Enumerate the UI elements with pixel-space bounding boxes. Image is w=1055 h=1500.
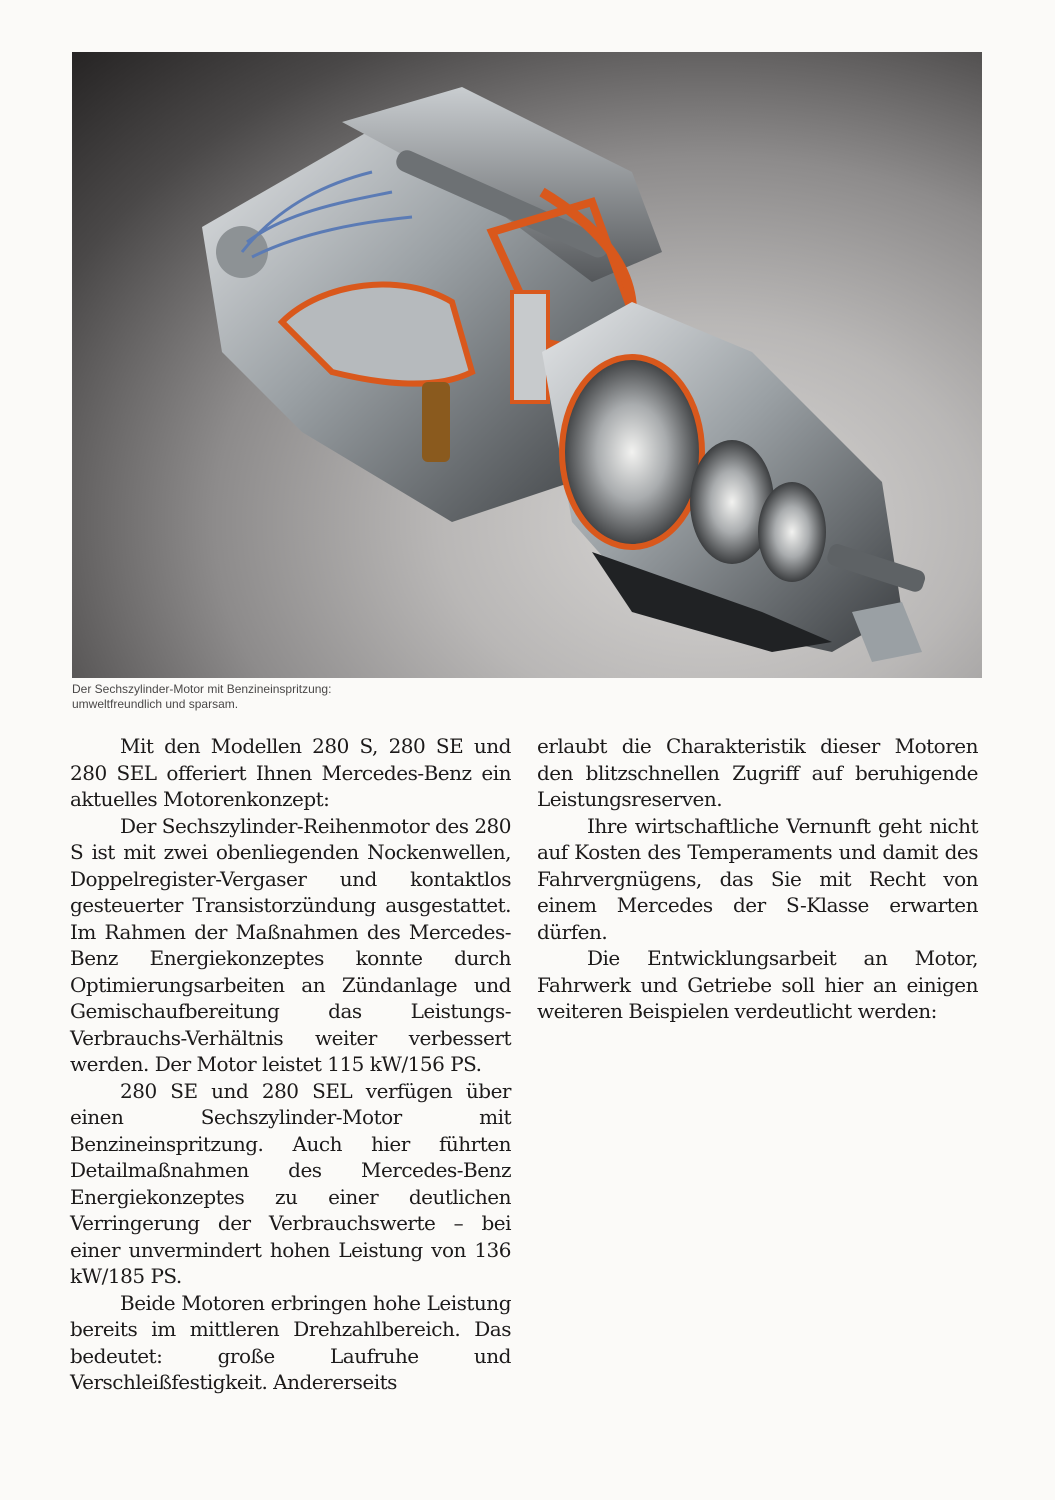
- torque-converter: [562, 357, 702, 547]
- paragraph: Mit den Modellen 280 S, 280 SE und 280 SEL offeriert Ihnen Mercedes-Benz ein aktuelles Motorenkonzept:: [70, 734, 511, 811]
- paragraph: 280 SE und 280 SEL verfügen über einen Sechszylinder-Motor mit Benzineinspritzung. Auch hier führten Detailmaßnahmen des Mercedes-Benz Energiekonzeptes zu einer deutlichen Verringerung der Verbrauchswerte – bei einer unvermindert hohen Leistung von 136 kW/185 PS.: [70, 1078, 511, 1288]
- engine-cutaway-photo: [72, 52, 982, 678]
- caption-line-1: Der Sechszylinder-Motor mit Benzineinspritzung:: [72, 682, 332, 696]
- paragraph: Beide Motoren erbringen hohe Leistung bereits im mittleren Drehzahlbereich. Das bedeutet: große Laufruhe und Verschleißfestigkeit. Andererseits: [70, 1290, 511, 1394]
- figure-caption: [72, 682, 492, 712]
- paragraph: Die Entwicklungsarbeit an Motor, Fahrwerk und Getriebe soll hier an einigen weiteren Beispielen verdeutlicht werden:: [537, 946, 978, 1023]
- body-column-right: [537, 733, 978, 1025]
- piston: [512, 292, 548, 402]
- caption-line-2: umweltfreundlich und sparsam.: [72, 697, 239, 711]
- oil-filter: [422, 382, 450, 462]
- engine-illustration: [72, 52, 982, 678]
- mount-bracket: [852, 602, 922, 662]
- planetary-gear: [758, 482, 826, 582]
- paragraph: Ihre wirtschaftliche Vernunft geht nicht auf Kosten des Temperaments und damit des Fahrvergnügens, das Sie mit Recht von einem Mercedes der S-Klasse erwarten dürfen.: [537, 813, 978, 944]
- body-column-left: [70, 733, 511, 1396]
- paragraph: erlaubt die Charakteristik dieser Motoren den blitzschnellen Zugriff auf beruhigende Leistungsreserven.: [537, 734, 978, 811]
- paragraph: Der Sechszylinder-Reihenmotor des 280 S ist mit zwei obenliegenden Nockenwellen, Doppelregister-Vergaser und kontaktlos gesteuerter Transistorzündung ausgestattet. Im Rahmen der Maßnahmen des Mercedes-Benz Energiekonzeptes konnte durch Optimierungsarbeiten an Zündanlage und Gemischaufbereitung das Leistungs-Verbrauchs-Verhältnis weiter verbessert werden. Der Motor leistet 115 kW/156 PS.: [70, 813, 511, 1076]
